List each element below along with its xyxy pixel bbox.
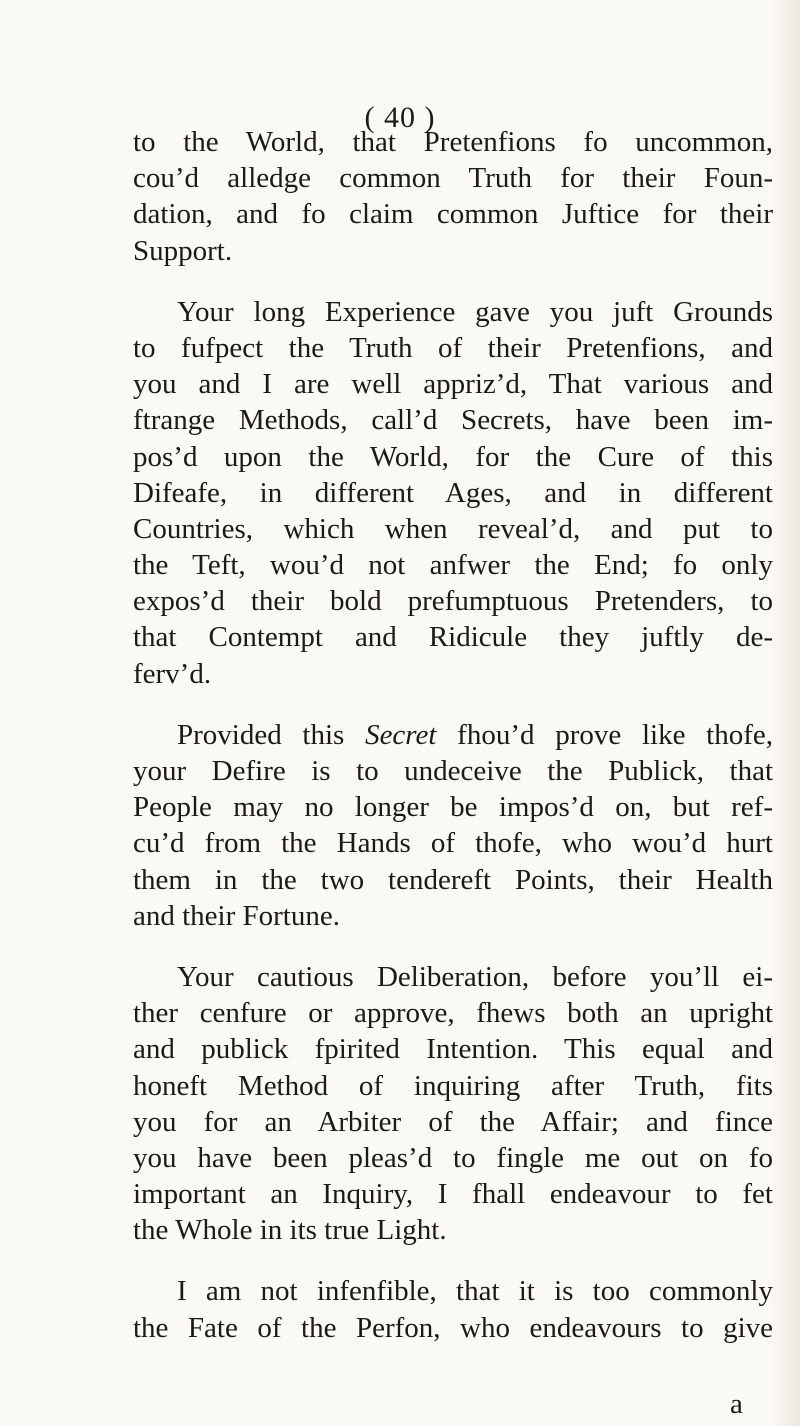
text-line: you have been pleas’d to fingle me out on fo (133, 1141, 773, 1174)
text-line: important an Inquiry, I fhall endeavour to fet (133, 1178, 773, 1211)
text-run: Provided this (177, 718, 366, 751)
text-line: ferv’d. (133, 657, 212, 690)
text-line: ther cenfure or approve, fhews both an upright (133, 997, 773, 1030)
paragraph-4 (133, 959, 773, 1249)
text-line: Your long Experience gave you juft Grounds (177, 295, 773, 328)
text-line: the Teft, wou’d not anfwer the End; fo only (133, 549, 773, 582)
text-line: honeft Method of inquiring after Truth, fits (133, 1069, 773, 1102)
text-line: ftrange Methods, call’d Secrets, have been im- (133, 404, 773, 437)
text-line: that Contempt and Ridicule they juftly de- (133, 621, 773, 654)
text-line: Support. (133, 234, 233, 267)
text-line: your Defire is to undeceive the Publick, that (133, 755, 773, 787)
paragraph-3 (133, 717, 773, 934)
text-line: you for an Arbiter of the Affair; and fince (133, 1105, 773, 1138)
body-text (133, 124, 773, 1346)
text-line: Difeafe, in different Ages, and in different (133, 476, 773, 509)
text-line: I am not infenfible, that it is too commonly (177, 1275, 773, 1308)
italic-word: Secret (365, 718, 437, 751)
text-line: and their Fortune. (133, 899, 340, 932)
text-line: to the World, that Pretenfions fo uncommon, (133, 126, 773, 158)
page-number: ( 40 ) (364, 101, 436, 134)
text-line: cou’d alledge common Truth for their Foun- (133, 162, 773, 195)
text-line: dation, and fo claim common Juftice for their (133, 198, 773, 231)
catchword: a (730, 1388, 743, 1420)
paragraph-5 (133, 1273, 773, 1345)
text-line: the Fate of the Perfon, who endeavours to give (133, 1311, 773, 1344)
text-line: and publick fpirited Intention. This equal and (133, 1033, 773, 1066)
text-line (133, 717, 773, 753)
text-line: People may no longer be impos’d on, but ref- (133, 791, 773, 824)
text-line: pos’d upon the World, for the Cure of this (133, 440, 773, 473)
text-line: expos’d their bold prefumptuous Pretenders, to (133, 585, 773, 618)
text-line: Countries, which when reveal’d, and put to (133, 512, 773, 545)
paragraph-1 (133, 124, 773, 269)
text-line: the Whole in its true Light. (133, 1214, 447, 1247)
text-line: them in the two tendereft Points, their Health (133, 863, 773, 896)
text-line: cu’d from the Hands of thofe, who wou’d hurt (133, 827, 773, 860)
text-line: you and I are well appriz’d, That various and (133, 368, 773, 401)
text-line: to fufpect the Truth of their Pretenfions, and (133, 331, 773, 364)
paragraph-2 (133, 294, 773, 692)
text-line: Your cautious Deliberation, before you’ll ei- (177, 960, 773, 993)
text-run: fhou’d prove like thofe, (436, 718, 773, 751)
